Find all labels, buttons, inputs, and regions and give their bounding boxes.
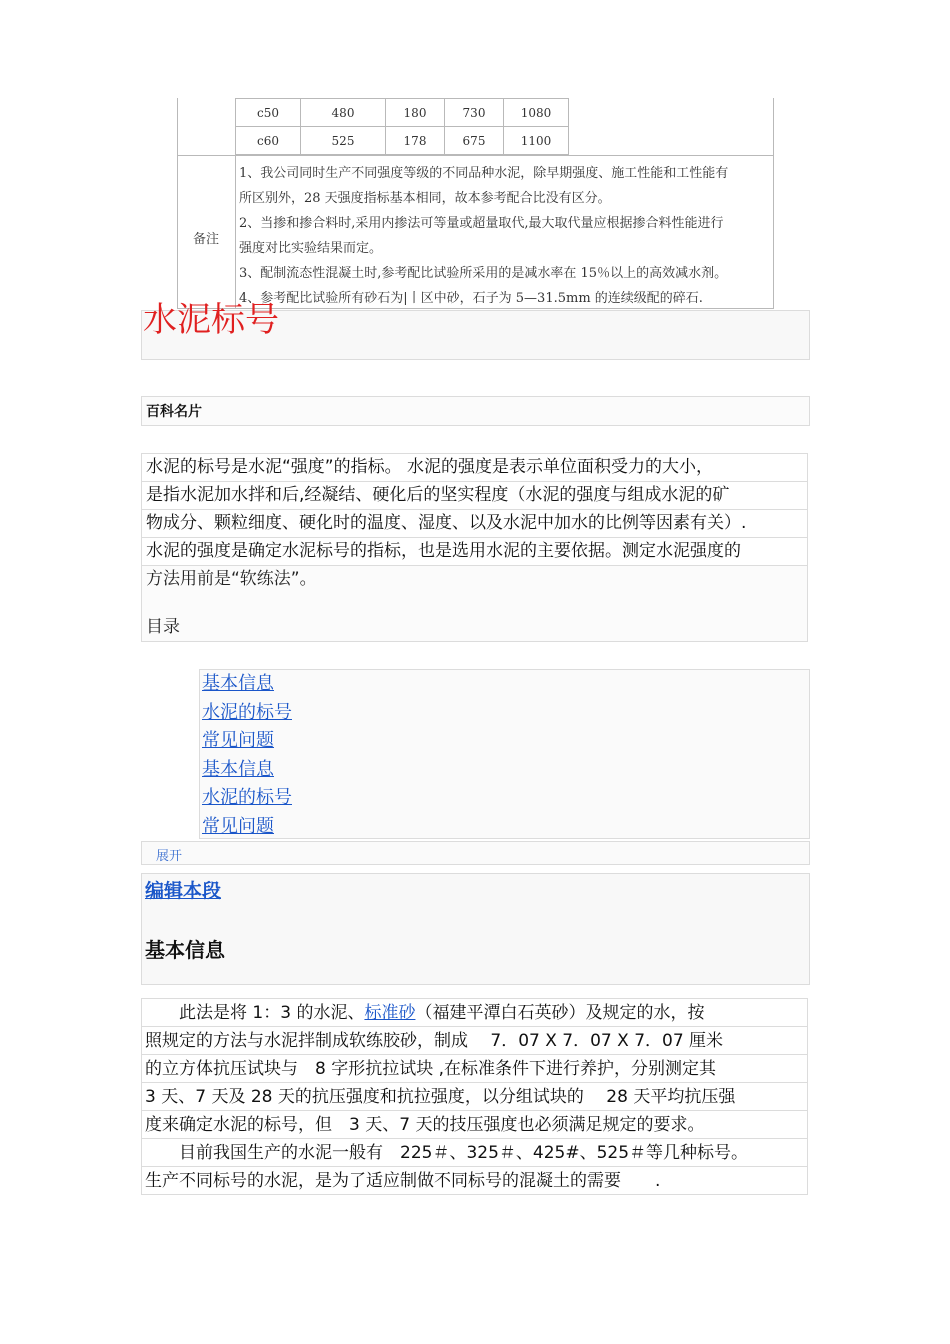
value-grid xyxy=(235,98,569,155)
notes-block xyxy=(239,161,772,311)
table-cell: 730 xyxy=(445,99,504,127)
expand-link[interactable]: 展开 xyxy=(156,849,183,864)
body-line: 3 天、7 天及 28 天的抗压强度和抗拉强度，以分组试块的 28 天平均抗压强 xyxy=(141,1082,808,1110)
expand-bar xyxy=(141,841,810,865)
body-line: 的立方体抗压试块与 8 字形抗拉试块 ,在标准条件下进行养护，分别测定其 xyxy=(141,1054,808,1082)
note-label: 备注 xyxy=(192,232,219,247)
note-line: 3、配制流态性混凝土时,参考配比试验所采用的是减水率在 15％以上的高效减水剂。 xyxy=(239,266,728,281)
section-body xyxy=(141,998,808,1195)
page-title: 水泥标号 xyxy=(143,300,279,340)
table-cell: 1080 xyxy=(504,99,569,127)
table-of-contents xyxy=(199,669,810,839)
body-line: 生产不同标号的水泥，是为了适应制做不同标号的混凝土的需要 . xyxy=(141,1166,808,1195)
table-cell: 178 xyxy=(386,127,445,155)
intro-line: 是指水泥加水拌和后,经凝结、硬化后的坚实程度（水泥的强度与组成水泥的矿 xyxy=(141,481,808,509)
baike-card-header xyxy=(141,396,810,426)
table-row-divider xyxy=(177,155,774,156)
body-line: 照规定的方法与水泥拌制成软练胶砂，制成 7．07 X 7．07 X 7．07 厘米 xyxy=(141,1026,808,1054)
table-cell: 675 xyxy=(445,127,504,155)
table-row xyxy=(236,99,569,127)
edit-section-link[interactable]: 编辑本段 xyxy=(145,880,222,902)
note-line: 1、我公司同时生产不同强度等级的不同品种水泥，除早期强度、施工性能和工性能有 xyxy=(239,166,729,181)
table-cell: 1100 xyxy=(504,127,569,155)
table-cell: 480 xyxy=(301,99,386,127)
note-line: 4、参考配比试验所有砂石为|丨区中砂，石子为 5—31.5mm 的连续级配的碎石. xyxy=(239,291,703,306)
intro-block xyxy=(141,453,808,642)
toc-link-cement-grade[interactable]: 水泥的标号 xyxy=(202,701,292,723)
toc-link-basic-info[interactable]: 基本信息 xyxy=(202,758,274,780)
intro-tail xyxy=(141,566,808,642)
note-line: 强度对比实验结果而定。 xyxy=(239,241,383,256)
mix-ratio-table xyxy=(177,98,774,310)
toc-link-faq[interactable]: 常见问题 xyxy=(202,815,274,837)
note-line: 2、当掺和掺合料时,采用内掺法可等量或超量取代,最大取代量应根据掺合料性能进行 xyxy=(239,216,724,231)
body-text: （福建平潭白石英砂）及规定的水，按 xyxy=(415,1003,705,1023)
table-row xyxy=(236,127,569,155)
section-title: 基本信息 xyxy=(145,938,225,962)
section-header xyxy=(141,873,810,985)
table-cell: c60 xyxy=(236,127,301,155)
toc-link-cement-grade[interactable]: 水泥的标号 xyxy=(202,787,292,809)
body-text: 此法是将 1：3 的水泥、 xyxy=(145,1003,365,1023)
body-line xyxy=(141,998,808,1026)
table-cell: c50 xyxy=(236,99,301,127)
baike-card-label: 百科名片 xyxy=(146,404,202,420)
toc-heading: 目录 xyxy=(146,617,180,637)
intro-line: 水泥的强度是确定水泥标号的指标，也是选用水泥的主要依据。测定水泥强度的 xyxy=(141,537,808,566)
note-line: 所区别外，28 天强度指标基本相同，故本参考配合比没有区分。 xyxy=(239,191,611,206)
toc-link-faq[interactable]: 常见问题 xyxy=(202,730,274,752)
table-cell: 525 xyxy=(301,127,386,155)
body-line: 度来确定水泥的标号，但 3 天、7 天的技压强度也必须满足规定的要求。 xyxy=(141,1110,808,1138)
standard-sand-link[interactable]: 标准砂 xyxy=(364,1003,416,1023)
table-cell: 180 xyxy=(386,99,445,127)
body-line: 目前我国生产的水泥一般有 225＃、325＃、425#、525＃等几种标号。 xyxy=(141,1138,808,1166)
intro-line: 方法用前是“软练法”。 xyxy=(146,569,317,589)
toc-link-basic-info[interactable]: 基本信息 xyxy=(202,673,274,694)
intro-line: 物成分、颗粒细度、硬化时的温度、湿度、以及水泥中加水的比例等因素有关）. xyxy=(141,509,808,537)
intro-line: 水泥的标号是水泥“强度”的指标。 水泥的强度是表示单位面积受力的大小， xyxy=(141,453,808,481)
